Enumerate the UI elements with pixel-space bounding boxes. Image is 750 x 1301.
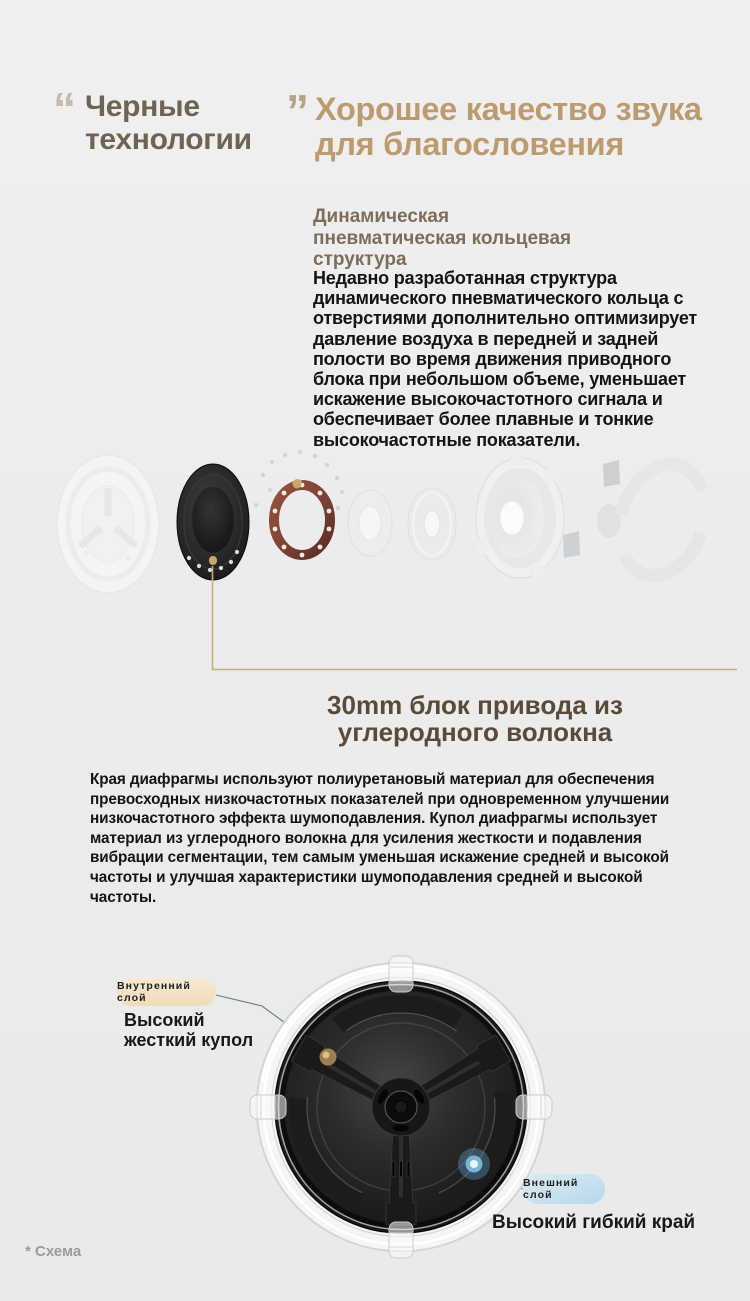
inner-layer-dot-icon [320, 1049, 337, 1066]
ring-structure-title-line3: структура [313, 249, 407, 270]
washer-ring-part [348, 490, 392, 556]
split-ring-part [605, 453, 718, 587]
driver-section-heading-line2: углеродного волокна [337, 717, 613, 747]
ring-structure-title-line1: Динамическая [313, 206, 450, 227]
inner-layer-badge [117, 978, 216, 1006]
magnet-disc-part [408, 488, 456, 560]
outer-layer-dot-icon [458, 1148, 490, 1180]
driver-section-heading-line1: 30mm блок привода из [327, 690, 623, 720]
open-quote-icon: “ [53, 83, 76, 135]
page-title-left: Черные технологии [85, 90, 252, 156]
outer-layer-label: Высокий гибкий край [492, 1212, 696, 1233]
driver-section-description: Края диафрагмы используют полиуретановый материал для обеспечения превосходных низкочастотных показателей при одновременном улучшении низкочастотного эффекта шумоподавления. Купол диафрагмы использует материал из углеродного волокна для усиления жесткости и подавления вибрации сегментации, тем самым уменьшая искажение средней и высокой частоты и улучшая характеристики шумоподавления средней и высокой частоты. [90, 771, 670, 906]
page-title-right-line1: Хорошее качество звука [315, 91, 702, 127]
page-title-right [315, 92, 702, 162]
small-bits-part [563, 460, 621, 558]
close-quote-icon: ” [286, 85, 309, 137]
driver-section-heading [250, 692, 700, 746]
outer-layer-badge-label: Внешний слой [523, 1177, 579, 1201]
ring-structure-title [313, 206, 571, 271]
inner-layer-badge-label: Внутренний слой [117, 980, 191, 1004]
housing-cup-part [476, 457, 564, 578]
outer-layer-badge [523, 1174, 605, 1204]
frame-ring-part [57, 455, 159, 593]
inner-layer-label: Высокий жесткий купол [124, 1010, 254, 1050]
page-title-right-line2: для благословения [315, 126, 625, 162]
ring-structure-title-line2: пневматическая кольцевая [313, 227, 572, 249]
exploded-driver-image [40, 438, 740, 613]
ring-structure-description: Недавно разработанная структура динамического пневматического кольца с отверстиями дополнительно оптимизирует давление воздуха в передней и задней полости во время движения приводного блока при небольшом объеме, уменьшает искажение высокочастотного сигнала и обеспечивает более плавные и тонкие высокочастотные показатели. [313, 268, 698, 450]
schema-note: * Схема [25, 1243, 82, 1260]
voice-coil-ring-part [254, 450, 344, 557]
diaphragm-part [177, 464, 249, 580]
